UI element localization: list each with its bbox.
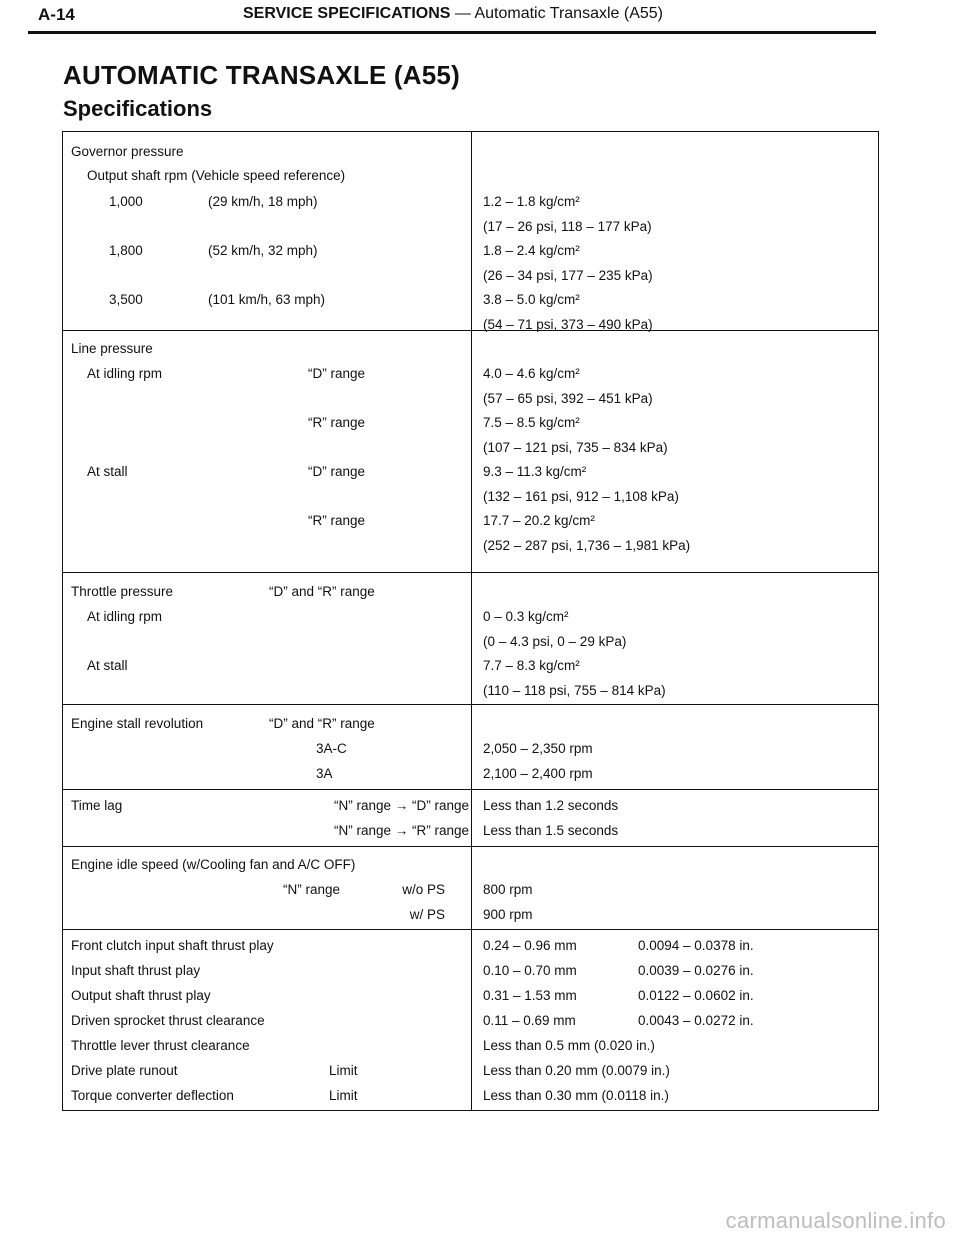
line-pressure-range: “R” range — [307, 513, 365, 528]
stall-rev-label: Engine stall revolution — [71, 716, 204, 731]
throttle-stall-value-alt: (110 – 118 psi, 755 – 814 kPa) — [483, 683, 666, 698]
section-subtitle: Specifications — [63, 96, 213, 121]
governor-value-alt: (26 – 34 psi, 177 – 235 kPa) — [483, 268, 653, 283]
thrust-left — [63, 930, 472, 1111]
header-title-bold: SERVICE SPECIFICATIONS — [243, 5, 451, 22]
thrust-label: Output shaft thrust play — [71, 988, 211, 1003]
throttle-stall: At stall — [87, 658, 128, 673]
idle-speed-left — [63, 847, 472, 930]
governor-speed: (101 km/h, 63 mph) — [208, 292, 326, 307]
thrust-limit: Limit — [329, 1088, 358, 1103]
governor-left — [63, 132, 472, 331]
spec-table — [62, 131, 879, 1111]
thrust-mm: 0.11 – 0.69 mm — [483, 1013, 576, 1028]
line-pressure-left — [63, 331, 472, 573]
thrust-inch: 0.0043 – 0.0272 in. — [638, 1013, 754, 1028]
throttle-idling-value-alt: (0 – 4.3 psi, 0 – 29 kPa) — [483, 634, 627, 649]
time-lag-value: Less than 1.2 seconds — [483, 798, 619, 813]
stall-rev-engine: 3A-C — [316, 741, 347, 756]
line-pressure-value-alt: (252 – 287 psi, 1,736 – 1,981 kPa) — [483, 538, 691, 553]
stall-rev-engine: 3A — [316, 766, 333, 781]
throttle-range: “D” and “R” range — [269, 584, 375, 599]
time-lag-value: Less than 1.5 seconds — [483, 823, 619, 838]
idle-speed-row — [63, 847, 879, 930]
thrust-label: Drive plate runout — [71, 1063, 178, 1078]
time-lag-left — [63, 790, 472, 847]
thrust-label: Front clutch input shaft thrust play — [71, 938, 274, 953]
stall-rev-left — [63, 705, 472, 790]
thrust-label: Input shaft thrust play — [71, 963, 201, 978]
line-pressure-range: “D” range — [307, 464, 365, 479]
throttle-left — [63, 573, 472, 705]
stall-rev-value: 2,100 – 2,400 rpm — [483, 766, 593, 781]
stall-rev-row — [63, 705, 879, 790]
line-pressure-value: 17.7 – 20.2 kg/cm² — [483, 513, 595, 528]
line-pressure-right — [472, 331, 879, 573]
line-pressure-stall: At stall — [87, 464, 128, 479]
thrust-inch: 0.0094 – 0.0378 in. — [638, 938, 754, 953]
idle-speed-label: Engine idle speed (w/Cooling fan and A/C OFF) — [71, 857, 356, 872]
governor-value-alt: (17 – 26 psi, 118 – 177 kPa) — [483, 219, 652, 234]
line-pressure-value: 7.5 – 8.5 kg/cm² — [483, 415, 580, 430]
idle-speed-range: “N” range — [283, 882, 341, 897]
line-pressure-value-alt: (57 – 65 psi, 392 – 451 kPa) — [483, 391, 653, 406]
idle-speed-cond: w/o PS — [402, 882, 445, 897]
running-header — [243, 5, 663, 23]
governor-value: 1.2 – 1.8 kg/cm² — [483, 194, 580, 209]
throttle-idling: At idling rpm — [87, 609, 163, 624]
thrust-inch: 0.0039 – 0.0276 in. — [638, 963, 754, 978]
thrust-mm: Less than 0.20 mm (0.0079 in.) — [483, 1063, 670, 1078]
thrust-mm: 0.24 – 0.96 mm — [483, 938, 577, 953]
thrust-mm: 0.10 – 0.70 mm — [483, 963, 577, 978]
thrust-right — [472, 930, 879, 1111]
time-lag-right — [472, 790, 879, 847]
idle-speed-cond: w/ PS — [409, 907, 445, 922]
governor-value-alt: (54 – 71 psi, 373 – 490 kPa) — [483, 317, 653, 332]
line-pressure-idling: At idling rpm — [87, 366, 163, 381]
governor-row — [63, 132, 879, 331]
time-lag-shift: “N” range → “R” range — [333, 823, 469, 838]
thrust-label: Torque converter deflection — [71, 1088, 234, 1103]
governor-label: Governor pressure — [71, 144, 184, 159]
thrust-label: Throttle lever thrust clearance — [71, 1038, 250, 1053]
throttle-right — [472, 573, 879, 705]
governor-rpm: 3,500 — [109, 292, 143, 307]
thrust-limit: Limit — [329, 1063, 358, 1078]
header-rule — [28, 31, 876, 34]
governor-rpm: 1,800 — [109, 243, 143, 258]
idle-speed-value: 800 rpm — [483, 882, 533, 897]
governor-right — [472, 132, 879, 331]
line-pressure-label: Line pressure — [71, 341, 153, 356]
throttle-stall-value: 7.7 – 8.3 kg/cm² — [483, 658, 580, 673]
line-pressure-value-alt: (107 – 121 psi, 735 – 834 kPa) — [483, 440, 668, 455]
stall-rev-range: “D” and “R” range — [269, 716, 375, 731]
governor-speed: (29 km/h, 18 mph) — [208, 194, 318, 209]
page-number: A-14 — [38, 5, 75, 24]
line-pressure-value: 4.0 – 4.6 kg/cm² — [483, 366, 580, 381]
time-lag-label: Time lag — [71, 798, 123, 813]
line-pressure-row — [63, 331, 879, 573]
line-pressure-value: 9.3 – 11.3 kg/cm² — [483, 464, 587, 479]
header-title-rest: — Automatic Transaxle (A55) — [450, 5, 663, 22]
line-pressure-range: “D” range — [307, 366, 365, 381]
time-lag-shift: “N” range → “D” range — [333, 798, 469, 813]
governor-value: 1.8 – 2.4 kg/cm² — [483, 243, 580, 258]
line-pressure-range: “R” range — [307, 415, 365, 430]
governor-rpm: 1,000 — [109, 194, 143, 209]
thrust-mm: Less than 0.5 mm (0.020 in.) — [483, 1038, 655, 1053]
thrust-label: Driven sprocket thrust clearance — [71, 1013, 265, 1028]
idle-speed-right — [472, 847, 879, 930]
time-lag-row — [63, 790, 879, 847]
thrust-mm: Less than 0.30 mm (0.0118 in.) — [483, 1088, 669, 1103]
governor-sublabel: Output shaft rpm (Vehicle speed reference) — [87, 168, 346, 183]
thrust-row — [63, 930, 879, 1111]
throttle-idling-value: 0 – 0.3 kg/cm² — [483, 609, 569, 624]
idle-speed-value: 900 rpm — [483, 907, 533, 922]
governor-speed: (52 km/h, 32 mph) — [208, 243, 318, 258]
governor-value: 3.8 – 5.0 kg/cm² — [483, 292, 580, 307]
stall-rev-value: 2,050 – 2,350 rpm — [483, 741, 593, 756]
section-title: AUTOMATIC TRANSAXLE (A55) — [63, 60, 460, 90]
watermark[interactable]: carmanualsonline.info — [725, 1208, 946, 1233]
throttle-label: Throttle pressure — [71, 584, 174, 599]
thrust-mm: 0.31 – 1.53 mm — [483, 988, 577, 1003]
throttle-row — [63, 573, 879, 705]
line-pressure-value-alt: (132 – 161 psi, 912 – 1,108 kPa) — [483, 489, 679, 504]
stall-rev-right — [472, 705, 879, 790]
thrust-inch: 0.0122 – 0.0602 in. — [638, 988, 754, 1003]
